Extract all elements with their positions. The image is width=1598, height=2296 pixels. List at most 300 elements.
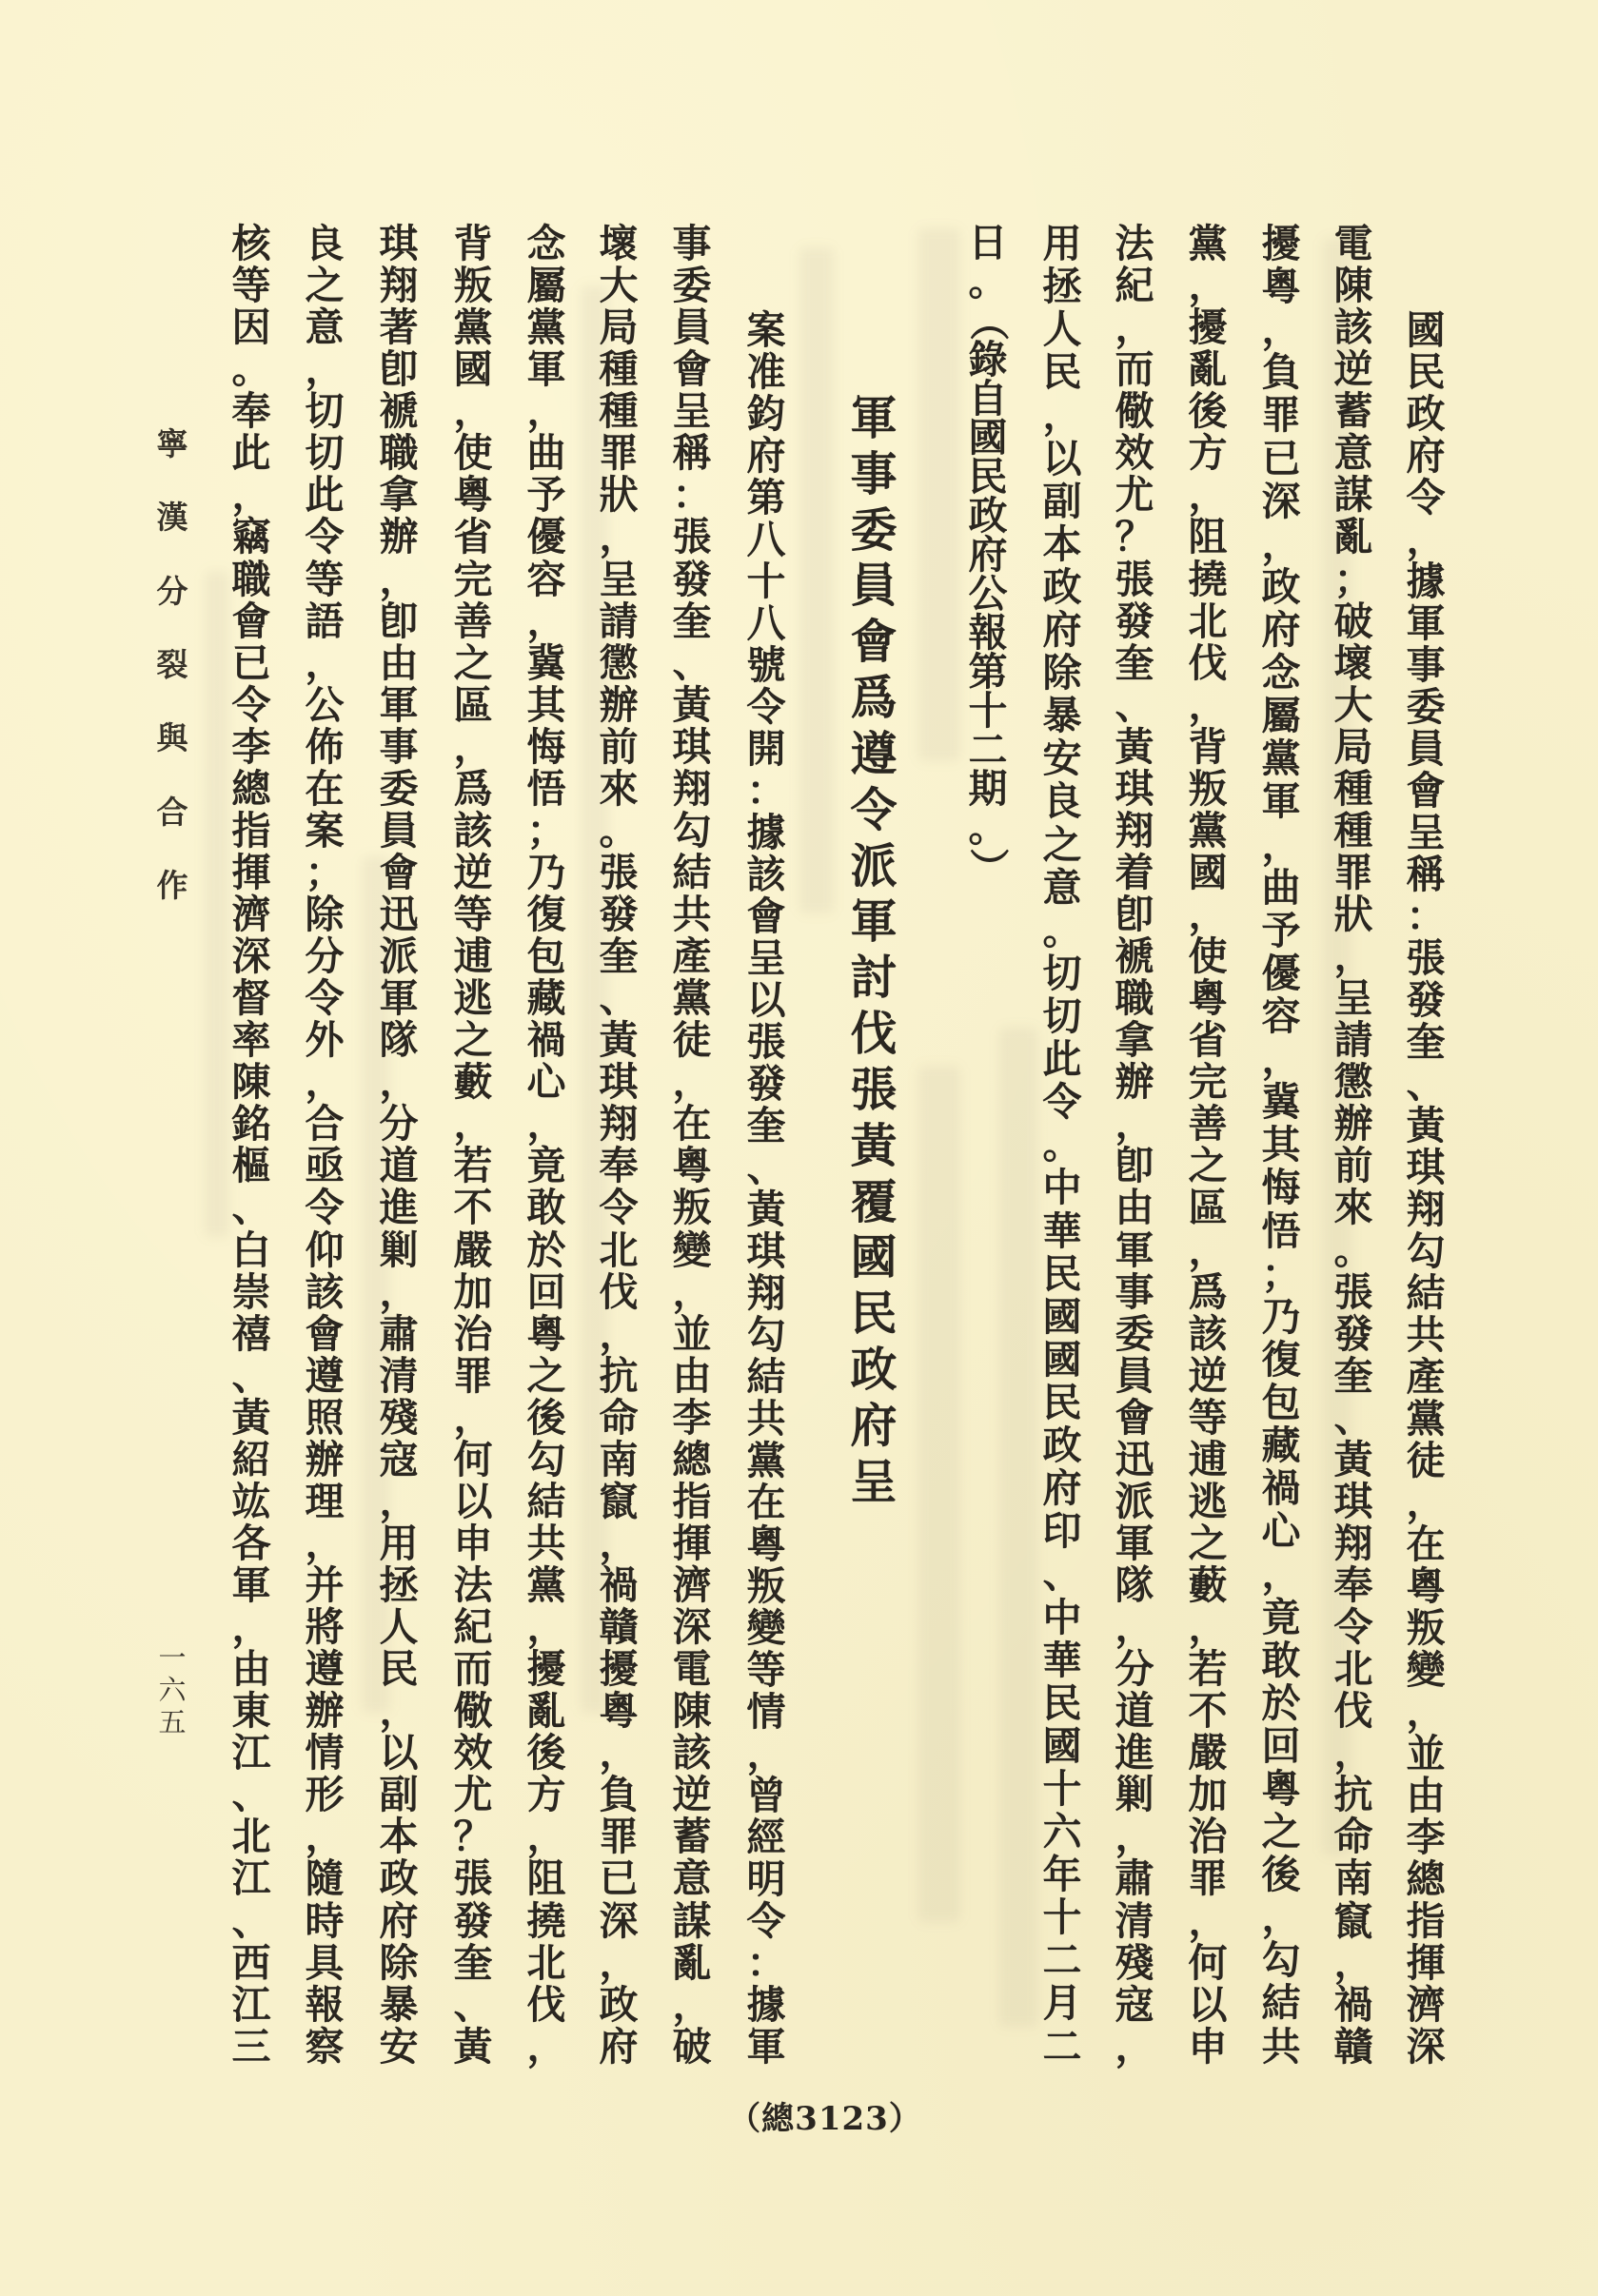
character: 琪	[746, 1228, 786, 1274]
character: 叛	[1188, 765, 1228, 812]
character: 國	[1188, 849, 1228, 895]
character: 意	[1333, 430, 1373, 477]
punctuation-mark: ；	[1333, 556, 1373, 602]
character: 會	[1115, 1394, 1154, 1441]
character: 事	[1115, 1268, 1154, 1315]
character: 由	[379, 639, 419, 686]
character: 結	[526, 1478, 566, 1524]
character: 種	[1333, 765, 1373, 812]
punctuation-mark: ，	[599, 1939, 639, 1986]
punctuation-mark: 。	[231, 346, 271, 393]
character: 北	[1333, 1646, 1373, 1693]
character: 仰	[305, 1226, 345, 1273]
character: 悟	[1261, 1207, 1301, 1254]
character: 明	[746, 1856, 786, 1902]
character: 軍	[231, 1562, 271, 1608]
punctuation-mark: ，	[231, 472, 271, 519]
character: 亂	[672, 1939, 712, 1986]
character: 黃	[672, 681, 712, 728]
character: 藏	[1261, 1423, 1301, 1469]
character: 予	[1261, 907, 1301, 953]
character: 勾	[526, 1436, 566, 1482]
character: 張	[850, 1061, 898, 1117]
punctuation-mark: ，	[305, 1814, 345, 1860]
character: 翔	[672, 765, 712, 812]
character: 員	[672, 304, 712, 351]
character: 深	[672, 1604, 712, 1651]
character: 黃	[1406, 1103, 1446, 1148]
character: 逋	[453, 933, 493, 980]
character: 卽	[379, 598, 419, 644]
punctuation-mark: ，	[1188, 892, 1228, 937]
character: 以	[1042, 435, 1082, 481]
punctuation-mark: 。	[1042, 907, 1082, 953]
character: 逃	[453, 975, 493, 1022]
character: 之	[1042, 821, 1082, 868]
text-column	[227, 221, 275, 2070]
character: 核	[231, 221, 271, 266]
character: 後	[526, 1730, 566, 1776]
punctuation-mark: ，	[1261, 1036, 1301, 1083]
character: 善	[1188, 1101, 1228, 1148]
character: 辦	[305, 1436, 345, 1482]
character: 軍	[1406, 600, 1446, 646]
character: 殘	[379, 1394, 419, 1441]
text-column	[1257, 221, 1305, 2070]
text-column	[301, 221, 348, 2070]
character: 揮	[672, 1520, 712, 1566]
character: 員	[1406, 726, 1446, 772]
character: 禍	[599, 1562, 639, 1608]
punctuation-mark: 。	[968, 805, 1008, 851]
punctuation-mark: ：	[746, 1940, 786, 1986]
character: 事	[672, 221, 712, 266]
character: 率	[231, 1017, 271, 1064]
character: 合	[156, 793, 188, 831]
text-column	[1111, 221, 1158, 2070]
character: 政	[968, 493, 1008, 539]
character: 府	[1042, 606, 1082, 653]
character: 令	[746, 684, 786, 730]
character: 粵	[1406, 1563, 1446, 1609]
character: 李	[1406, 1815, 1446, 1860]
punctuation-mark: ，	[599, 1520, 639, 1566]
character: 政	[379, 1855, 419, 1902]
character: 已	[599, 1855, 639, 1902]
character: 形	[305, 1772, 345, 1818]
character: 壞	[599, 221, 639, 266]
character: 切	[305, 388, 345, 435]
character: 委	[379, 765, 419, 812]
character: 民	[1042, 1679, 1082, 1726]
character: 樞	[231, 1143, 271, 1189]
character: 清	[379, 1352, 419, 1399]
character: 具	[305, 1939, 345, 1986]
punctuation-mark: 、	[599, 975, 639, 1022]
character: 派	[850, 837, 898, 893]
character: 伐	[1188, 639, 1228, 686]
punctuation-mark: 、	[231, 1352, 271, 1399]
character: 深	[1406, 2024, 1446, 2070]
character: 經	[746, 1815, 786, 1860]
character: 藏	[526, 975, 566, 1022]
character: 職	[379, 430, 419, 477]
character: 粵	[746, 1521, 786, 1567]
character: 完	[1188, 1059, 1228, 1106]
character: 叛	[672, 1185, 712, 1231]
character: 國	[1042, 1293, 1082, 1340]
character: 張	[746, 1019, 786, 1065]
character: 卽	[1115, 1143, 1154, 1189]
character: 辦	[1115, 1059, 1154, 1106]
character: 總	[672, 1436, 712, 1482]
character: 國	[453, 346, 493, 393]
character: 產	[1406, 1354, 1446, 1400]
character: 粵	[1261, 1765, 1301, 1812]
character: 陳	[231, 1059, 271, 1106]
character: 奎	[1333, 1352, 1373, 1399]
character: 遵	[850, 725, 898, 781]
character: 寧	[156, 425, 188, 462]
character: 南	[599, 1436, 639, 1482]
character: 寇	[379, 1436, 419, 1482]
character: 稱	[672, 430, 712, 477]
character: 之	[1188, 1520, 1228, 1566]
character: 擾	[1261, 221, 1301, 266]
character: 發	[746, 1061, 786, 1107]
character: 悔	[1261, 1165, 1301, 1211]
character: 拯	[1042, 264, 1082, 310]
character: 遵	[305, 1646, 345, 1693]
bleed-through-ghost	[918, 228, 960, 761]
punctuation-mark: ，	[1333, 1939, 1373, 1986]
character: 除	[1042, 650, 1082, 697]
character: 乃	[1261, 1293, 1301, 1340]
character: 念	[1261, 650, 1301, 697]
character: 時	[305, 1897, 345, 1944]
character: 優	[526, 514, 566, 560]
character: 指	[231, 807, 271, 854]
character: 國	[1406, 307, 1446, 353]
character: 奎	[672, 598, 712, 644]
character: 等	[453, 892, 493, 937]
punctuation-mark: 、	[1042, 1551, 1082, 1598]
character: 紀	[1115, 263, 1154, 309]
character: 復	[1261, 1336, 1301, 1383]
character: 討	[850, 950, 898, 1006]
character: 勾	[746, 1312, 786, 1358]
character: 會	[231, 598, 271, 644]
character: 華	[1042, 1207, 1082, 1254]
character: 亂	[526, 1688, 566, 1735]
punctuation-mark: ，	[526, 1604, 566, 1651]
character: 令	[231, 681, 271, 728]
character: 心	[1261, 1508, 1301, 1555]
character: 第	[968, 649, 1008, 695]
character: 八	[746, 600, 786, 646]
character: 敢	[1261, 1637, 1301, 1683]
character: 並	[1406, 1731, 1446, 1776]
character: 五	[158, 1706, 187, 1738]
character: 嚴	[1188, 1730, 1228, 1776]
character: 何	[1188, 1939, 1228, 1986]
character: 副	[1042, 478, 1082, 524]
character: 電	[672, 1646, 712, 1693]
character: 抗	[1333, 1772, 1373, 1818]
character: 發	[1333, 1310, 1373, 1357]
character: 儆	[453, 1688, 493, 1735]
character: 若	[453, 1143, 493, 1189]
character: 此	[305, 472, 345, 519]
character: 佈	[305, 723, 345, 770]
character: 派	[1115, 1478, 1154, 1524]
character: 令	[1406, 475, 1446, 520]
punctuation-mark: ，	[672, 1059, 712, 1106]
character: 北	[231, 1814, 271, 1860]
character: 民	[1042, 1379, 1082, 1425]
character: 著	[379, 304, 419, 351]
character: 黃	[231, 1394, 271, 1441]
character: 之	[526, 1352, 566, 1399]
character: 勾	[1261, 1937, 1301, 1984]
character: 軍	[379, 681, 419, 728]
character: 濟	[1406, 1982, 1446, 2028]
character: 罪	[1333, 849, 1373, 895]
punctuation-mark: ，	[305, 346, 345, 393]
character: 此	[1042, 1036, 1082, 1083]
character: 二	[968, 727, 1008, 773]
character: 徒	[672, 1017, 712, 1064]
character: 方	[526, 1772, 566, 1818]
character: 并	[305, 1562, 345, 1608]
character: 府	[850, 1397, 898, 1453]
character: 因	[231, 304, 271, 351]
character: 在	[305, 765, 345, 812]
character: 奎	[453, 1939, 493, 1986]
punctuation-mark: 、	[1115, 681, 1154, 728]
character: 呈	[850, 1453, 898, 1509]
punctuation-mark: 、	[231, 1185, 271, 1231]
character: 肅	[379, 1310, 419, 1357]
character: 中	[1042, 1594, 1082, 1640]
character: 十	[746, 559, 786, 604]
character: 事	[379, 723, 419, 770]
character: 辦	[599, 681, 639, 728]
punctuation-mark: ，	[1188, 681, 1228, 728]
character: 請	[599, 598, 639, 644]
character: 職	[231, 556, 271, 602]
bleed-through-ghost	[205, 571, 229, 1237]
punctuation-mark: 、	[231, 1897, 271, 1944]
character: 背	[1188, 723, 1228, 770]
character: 年	[1042, 1852, 1082, 1898]
character: 除	[305, 892, 345, 937]
character: 粵	[526, 1310, 566, 1357]
character: 張	[1406, 935, 1446, 981]
page-number	[148, 1641, 196, 1746]
character: 粵	[1188, 975, 1228, 1022]
character: 共	[1406, 1312, 1446, 1358]
character: 黃	[1333, 1436, 1373, 1482]
text-column	[1402, 307, 1450, 2070]
character: 將	[305, 1604, 345, 1651]
character: 回	[526, 1268, 566, 1315]
character: 叛	[1406, 1605, 1446, 1651]
character: 共	[672, 892, 712, 937]
punctuation-mark: ，	[1188, 472, 1228, 519]
text-column	[1038, 221, 1086, 2070]
character: 總	[231, 765, 271, 812]
text-column	[1184, 221, 1232, 2070]
character: 府	[599, 2023, 639, 2070]
character: 於	[1261, 1679, 1301, 1726]
character: 府	[379, 1897, 419, 1944]
character: 察	[305, 2023, 345, 2070]
character: 用	[379, 1520, 419, 1566]
character: 念	[526, 221, 566, 266]
punctuation-mark: ，	[672, 1981, 712, 2028]
punctuation-mark: 、	[746, 1145, 786, 1190]
character: 南	[1333, 1855, 1373, 1902]
character: 民	[1406, 349, 1446, 395]
character: 勾	[672, 807, 712, 854]
character: 變	[672, 1226, 712, 1273]
character: 加	[1188, 1772, 1228, 1818]
character: 破	[1333, 598, 1373, 644]
punctuation-mark: ；	[526, 807, 566, 854]
character: 在	[672, 1101, 712, 1148]
punctuation-mark: ？	[453, 1814, 493, 1860]
character: 贛	[1333, 2023, 1373, 2070]
character: 撓	[1188, 556, 1228, 602]
character: 張	[453, 1855, 493, 1902]
character: 黃	[850, 1117, 898, 1173]
punctuation-mark: ，	[526, 598, 566, 644]
character: 剿	[379, 1226, 419, 1273]
character: 民	[379, 1646, 419, 1693]
character: 隨	[305, 1855, 345, 1902]
character: 亟	[305, 1143, 345, 1189]
character: 竄	[1333, 1897, 1373, 1944]
character: 黃	[599, 1017, 639, 1064]
character: 奉	[599, 1143, 639, 1189]
character: 蓄	[1333, 388, 1373, 435]
character: 呈	[1333, 975, 1373, 1022]
character: 曲	[1261, 864, 1301, 911]
character: 會	[379, 849, 419, 895]
character: 何	[453, 1436, 493, 1482]
character: 奎	[1115, 639, 1154, 686]
punctuation-mark: ，	[1188, 1897, 1228, 1944]
character: 李	[231, 723, 271, 770]
punctuation-mark: ：	[1406, 893, 1446, 939]
character: 會	[746, 893, 786, 939]
character: 罪	[599, 1814, 639, 1860]
character: 稱	[1406, 852, 1446, 897]
character: 效	[453, 1730, 493, 1776]
character: 寇	[1115, 1981, 1154, 2028]
character: 曾	[746, 1773, 786, 1818]
character: 大	[599, 263, 639, 309]
character: 前	[1333, 1143, 1373, 1189]
character: 阻	[1188, 514, 1228, 560]
character: 公	[968, 571, 1008, 617]
character: 六	[158, 1674, 187, 1706]
character: 與	[156, 719, 188, 757]
character: 外	[305, 1017, 345, 1064]
character: 等	[1188, 1394, 1228, 1441]
character: 分	[1115, 1646, 1154, 1693]
character: 軍	[746, 2024, 786, 2070]
character: 琪	[1406, 1145, 1446, 1190]
character: 裂	[156, 645, 188, 683]
character: 種	[599, 388, 639, 435]
character: 紹	[231, 1436, 271, 1482]
character: 軍	[379, 975, 419, 1022]
character: 粵	[599, 1688, 639, 1735]
character: 該	[305, 1268, 345, 1315]
character: 發	[1406, 977, 1446, 1023]
punctuation-mark: ，	[453, 1394, 493, 1441]
character: 一	[158, 1641, 187, 1674]
character: 命	[1333, 1814, 1373, 1860]
punctuation-mark: ；	[305, 849, 345, 895]
punctuation-mark: ；	[1261, 1250, 1301, 1297]
character: 北	[599, 1226, 639, 1273]
character: 竄	[599, 1478, 639, 1524]
character: 琪	[599, 1059, 639, 1106]
character: 軍	[1115, 1520, 1154, 1566]
character: 黨	[1188, 221, 1228, 266]
character: 其	[526, 681, 566, 728]
character: 省	[1188, 1017, 1228, 1064]
character: 國	[968, 415, 1008, 461]
character: 本	[379, 1814, 419, 1860]
character: 完	[453, 556, 493, 602]
character: 暴	[1042, 693, 1082, 739]
character: 該	[453, 807, 493, 854]
character: 國	[1042, 1336, 1082, 1383]
character: 粵	[672, 1143, 712, 1189]
character: 局	[599, 304, 639, 351]
character: 令	[599, 1185, 639, 1231]
character: 加	[453, 1268, 493, 1315]
character: 逋	[1188, 1436, 1228, 1482]
punctuation-mark: ，	[1042, 392, 1082, 439]
character: 翔	[746, 1270, 786, 1316]
character: 該	[1333, 304, 1373, 351]
character: 之	[453, 639, 493, 686]
character: 黨	[1261, 736, 1301, 782]
bleed-through-ghost	[799, 247, 834, 913]
character: 良	[305, 221, 345, 266]
character: 報	[968, 610, 1008, 656]
character: 結	[1261, 1980, 1301, 2027]
character: 東	[231, 1688, 271, 1735]
character: 粵	[453, 472, 493, 519]
character: 迅	[1115, 1436, 1154, 1482]
character: 會	[305, 1310, 345, 1357]
character: 開	[746, 726, 786, 772]
character: 黨	[746, 1438, 786, 1483]
character: 後	[1261, 1852, 1301, 1898]
character: 作	[156, 866, 188, 904]
character: 北	[1188, 598, 1228, 644]
punctuation-mark: ，	[1333, 1730, 1373, 1776]
character: 負	[599, 1772, 639, 1818]
character: 尤	[453, 1772, 493, 1818]
punctuation-mark: 、	[1406, 1061, 1446, 1107]
